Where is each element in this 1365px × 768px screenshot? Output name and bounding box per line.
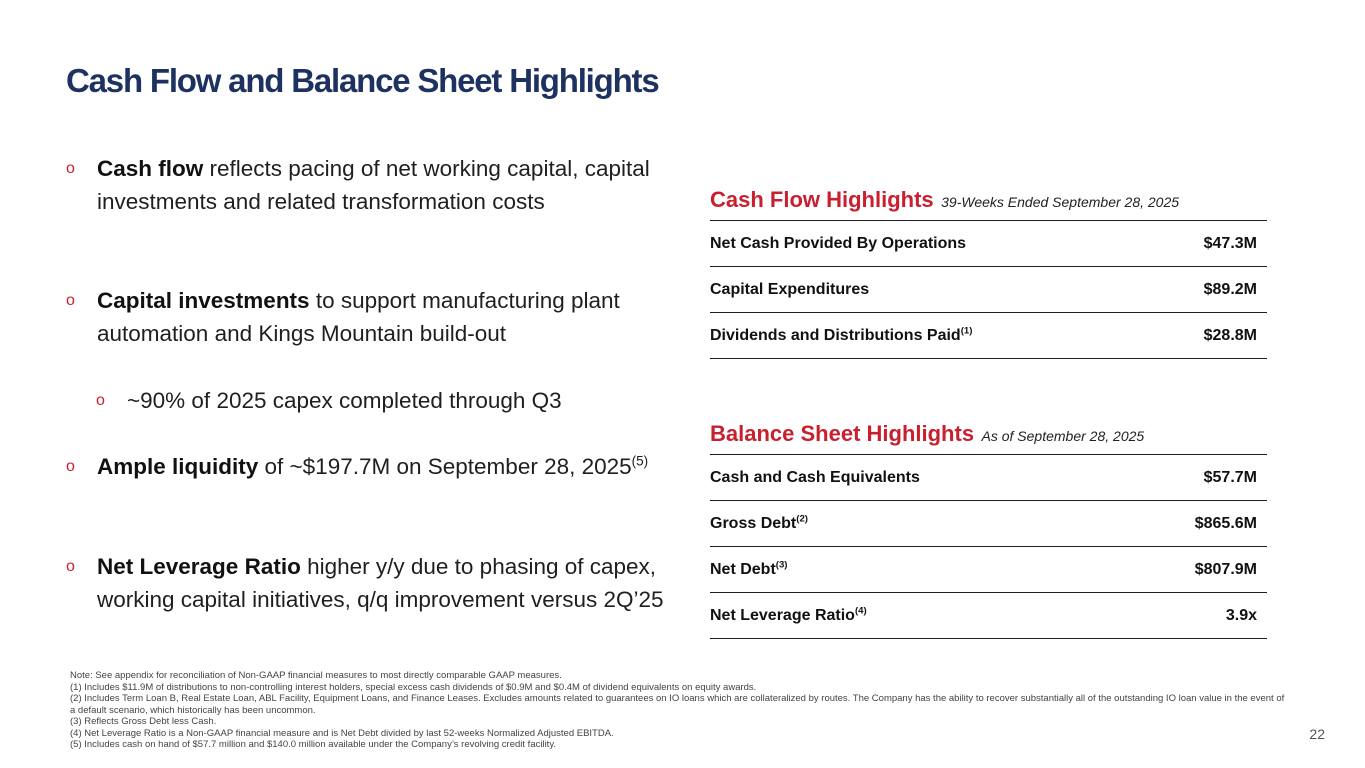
cash-flow-heading: [710, 187, 1267, 220]
table-row: [710, 500, 1267, 546]
row-value: $28.8M: [1203, 326, 1257, 344]
footnote-ref: (4): [854, 605, 867, 617]
row-value: $865.6M: [1194, 514, 1257, 532]
bullet-cash-flow: [66, 152, 666, 218]
section-title: Cash Flow Highlights: [710, 187, 934, 212]
bullet-text: ~90% of 2025 capex completed through Q3: [127, 388, 562, 413]
row-value: $57.7M: [1203, 468, 1257, 486]
footnote-ref: (3): [775, 559, 788, 571]
row-label: Dividends and Distributions Paid$^{(1)}$: [710, 325, 973, 344]
bullet-capital-investments: [66, 284, 666, 350]
bullet-text: reflects pacing of net working capital, capital investments and related transformation costs: [97, 156, 650, 214]
footnote: (1) Includes $11.9M of distributions to non-controlling interest holders, special excess cash dividends of $0.9M and $0.4M of dividend equivalents on equity awards.: [70, 681, 757, 693]
bullet-marker-icon: o: [66, 458, 75, 475]
row-value: $807.9M: [1194, 560, 1257, 578]
table-row: [710, 266, 1267, 312]
section-subtitle: 39-Weeks Ended September 28, 2025: [941, 194, 1180, 210]
footnote: (2) Includes Term Loan B, Real Estate Loan, ABL Facility, Equipment Loans, and Finance Leases. Excludes amounts related to guarantees on IO loans which are collateralized by routes. The Company has the ability to recover substantially all of the outstanding IO loan value in the event of a default scenario, which historically has been uncommon.: [70, 693, 1285, 716]
footnote-ref: (2): [796, 513, 808, 525]
row-label: Gross Debt$^{(2)}$: [710, 513, 808, 532]
footnotes: [70, 670, 1290, 751]
row-value: 3.9x: [1225, 606, 1257, 624]
row-label: Net Debt$^{(3)}$: [710, 559, 788, 578]
bullet-marker-icon: o: [66, 292, 75, 309]
footnote: (4) Net Leverage Ratio is a Non-GAAP financial measure and is Net Debt divided by last 52-weeks Normalized Adjusted EBITDA.: [70, 727, 614, 739]
bullet-marker-icon: o: [66, 558, 75, 575]
table-row: [710, 312, 1267, 359]
row-label: Net Leverage Ratio$^{(4)}$: [710, 605, 867, 624]
bullet-ample-liquidity: [66, 450, 666, 483]
balance-sheet-heading: [710, 421, 1267, 454]
footnote: Note: See appendix for reconciliation of Non-GAAP financial measures to most directly comparable GAAP measures.: [70, 670, 562, 681]
bullet-bold-text: Capital investments: [97, 288, 310, 313]
row-value: $47.3M: [1203, 234, 1257, 252]
table-row: [710, 592, 1267, 639]
page-number: 22: [1309, 726, 1325, 742]
section-title: Balance Sheet Highlights: [710, 421, 975, 446]
row-label: Cash and Cash Equivalents: [710, 468, 920, 486]
row-value: $89.2M: [1203, 280, 1257, 298]
row-label: Net Cash Provided By Operations: [710, 234, 967, 252]
footnote-ref: (5): [631, 453, 649, 469]
table-row: [710, 546, 1267, 592]
bullet-text: higher y/y due to phasing of capex, working capital initiatives, q/q improvement versus 2Q’25: [97, 554, 664, 612]
sub-bullet-capex-completed: [66, 384, 666, 417]
row-label: Capital Expenditures: [710, 280, 870, 298]
bullet-bold-text: Ample liquidity: [97, 454, 259, 479]
bullet-marker-icon: o: [66, 160, 75, 177]
bullet-bold-text: Cash flow: [97, 156, 204, 181]
bullet-bold-text: Net Leverage Ratio: [97, 554, 301, 579]
cash-flow-highlights-table: [710, 187, 1267, 359]
balance-sheet-highlights-table: [710, 421, 1267, 639]
table-row: [710, 454, 1267, 500]
bullet-net-leverage-ratio: [66, 550, 666, 616]
footnote: (5) Includes cash on hand of $57.7 million and $140.0 million available under the Company’s revolving credit facility.: [70, 739, 557, 750]
table-row: [710, 220, 1267, 266]
bullet-text: to support manufacturing plant automation and Kings Mountain build-out: [97, 288, 620, 346]
section-subtitle: As of September 28, 2025: [981, 428, 1145, 444]
footnote: (3) Reflects Gross Debt less Cash.: [70, 716, 217, 727]
bullet-marker-icon: o: [96, 392, 105, 409]
bullet-text: of ~$197.7M on September 28, 2025: [258, 454, 632, 479]
footnote-ref: (1): [960, 325, 973, 337]
page-title: Cash Flow and Balance Sheet Highlights: [66, 62, 659, 99]
